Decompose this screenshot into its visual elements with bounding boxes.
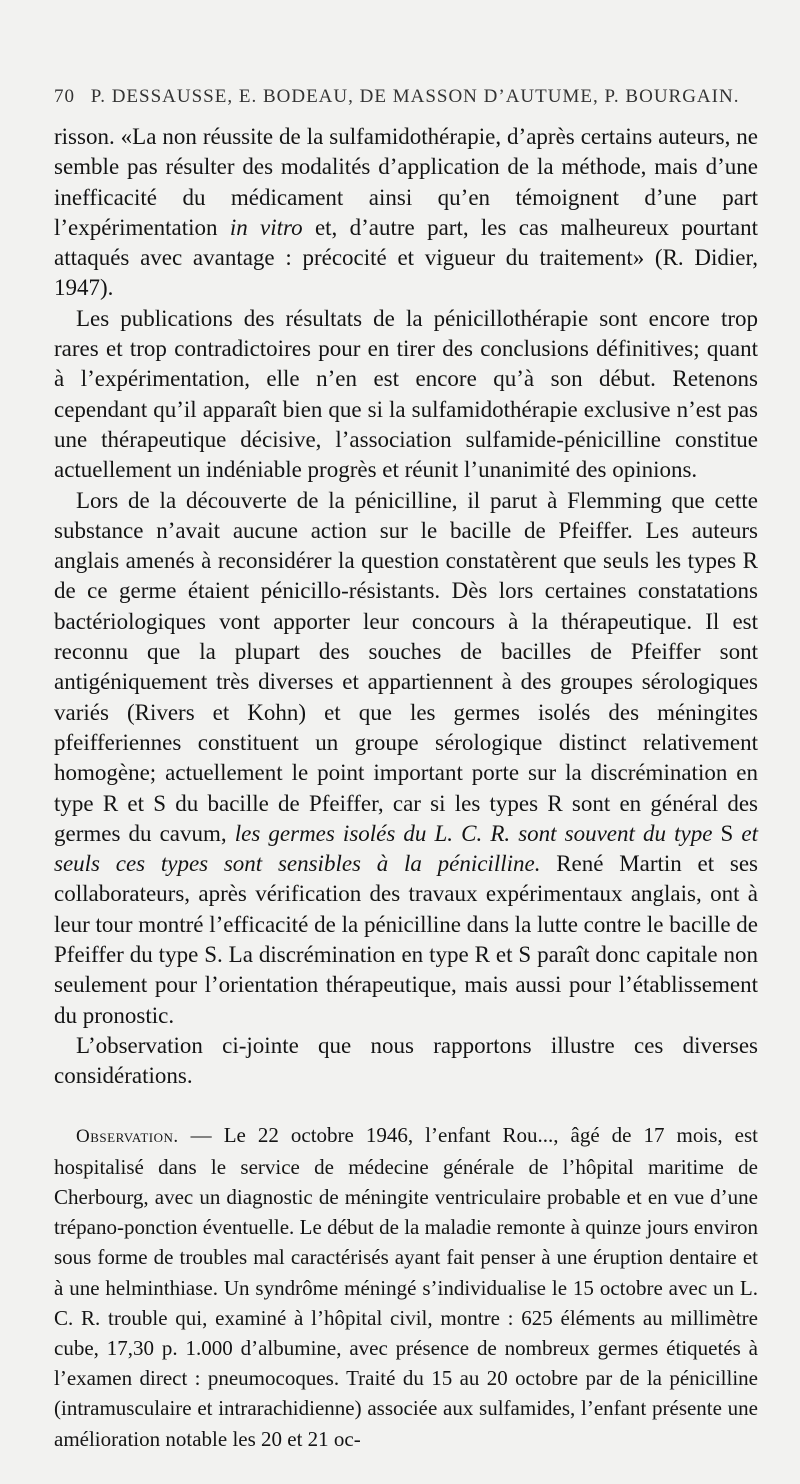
- paragraph-1-italic: in vitro: [229, 214, 303, 240]
- paragraph-4: L’observation ci-jointe que nous rapportons illustre ces diverses considérations.: [54, 1032, 758, 1089]
- body-text: [54, 122, 758, 1092]
- running-header-authors: P. DESSAUSSE, E. BODEAU, DE MASSON D’AUTUME, P. BOURGAIN.: [90, 86, 740, 107]
- page-number: 70: [54, 86, 75, 107]
- observation-paragraph: [54, 1120, 758, 1454]
- paragraph-1-text-a: risson. «La non réussite de la sulfamidothérapie, d’après certains auteurs, ne semble pas résulter des modalités d’application de la méthode, mais d’une inefficacité du médicament ainsi qu’en témoignent d’une part l’expérimentation: [54, 124, 758, 240]
- paragraph-1: [54, 122, 758, 304]
- paragraph-2: Les publications des résultats de la pénicillothérapie sont encore trop rares et trop contradictoires pour en tirer des conclusions définitives; quant à l’expérimentation, elle n’en est encore qu’à son début. Retenons cependant qu’il apparaît bien que si la sulfamidothérapie exclusive n’est pas une thérapeutique décisive, l’association sulfamide-pénicilline constitue actuellement un indéniable progrès et réunit l’unanimité des opinions.: [54, 305, 758, 483]
- paragraph-3-italic-d: et seuls ces types sont sensibles à la pénicilline.: [54, 820, 758, 877]
- paragraph-1-text-c: et, d’autre part, les cas malheureux pourtant attaqués avec avantage : précocité et vigueur du traitement» (R. Didier, 1947).: [54, 214, 759, 301]
- paragraph-3-text-c: S: [712, 820, 742, 846]
- paragraph-3-text-a: Lors de la découverte de la pénicilline, il parut à Flemming que cette substance n’avait aucune action sur le bacille de Pfeiffer. Les auteurs anglais amenés à reconsidérer la question constatèrent que seuls les types R de ce germe étaient pénicillo-résistants. Dès lors certaines constatations bactériologiques vont apporter leur concours à la thérapeutique. Il est reconnu que la plupart des souches de bacilles de Pfeiffer sont antigéniquement très diverses et appartiennent à des groupes sérologiques variés (Rivers et Kohn) et que les germes isolés des méningites pfeifferiennes constituent un groupe sérologique distinct relativement homogène; actuellement le point important porte sur la discrémination en type R et S du bacille de Pfeiffer, car si les types R sont en général des germes du cavum,: [54, 487, 758, 846]
- observation-section: [54, 1120, 758, 1454]
- paragraph-3: [54, 486, 758, 1031]
- paragraph-3-text-e: René Martin et ses collaborateurs, après vérification des travaux expérimentaux anglais, ont à leur tour montré l’efficacité de la pénicilline dans la lutte contre le bacille de Pfeiffer du type S. La discrémination en type R et S paraît donc capitale non seulement pour l’orientation thérapeutique, mais aussi pour l’établissement du pronostic.: [54, 851, 758, 1028]
- paragraph-3-italic-b: les germes isolés du L. C. R. sont souvent du type: [234, 820, 713, 846]
- running-header: [54, 86, 758, 108]
- observation-label: Observation.: [76, 1125, 179, 1147]
- observation-text: — Le 22 octobre 1946, l’enfant Rou..., âgé de 17 mois, est hospitalisé dans le service de médecine générale de l’hôpital maritime de Cherbourg, avec un diagnostic de méningite ventriculaire probable et en vue d’une trépano-ponction éventuelle. Le début de la maladie remonte à quinze jours environ sous forme de troubles mal caractérisés ayant fait penser à une éruption dentaire et à une helminthiase. Un syndrôme méningé s’individualise le 15 octobre avec un L. C. R. trouble qui, examiné à l’hôpital civil, montre : 625 éléments au millimètre cube, 17,30 p. 1.000 d’albumine, avec présence de nombreux germes étiquetés à l’examen direct : pneumocoques. Traité du 15 au 20 octobre par de la pénicilline (intramusculaire et intrarachidienne) associée aux sulfamides, l’enfant présente une amélioration notable les 20 et 21 oc-: [54, 1122, 758, 1451]
